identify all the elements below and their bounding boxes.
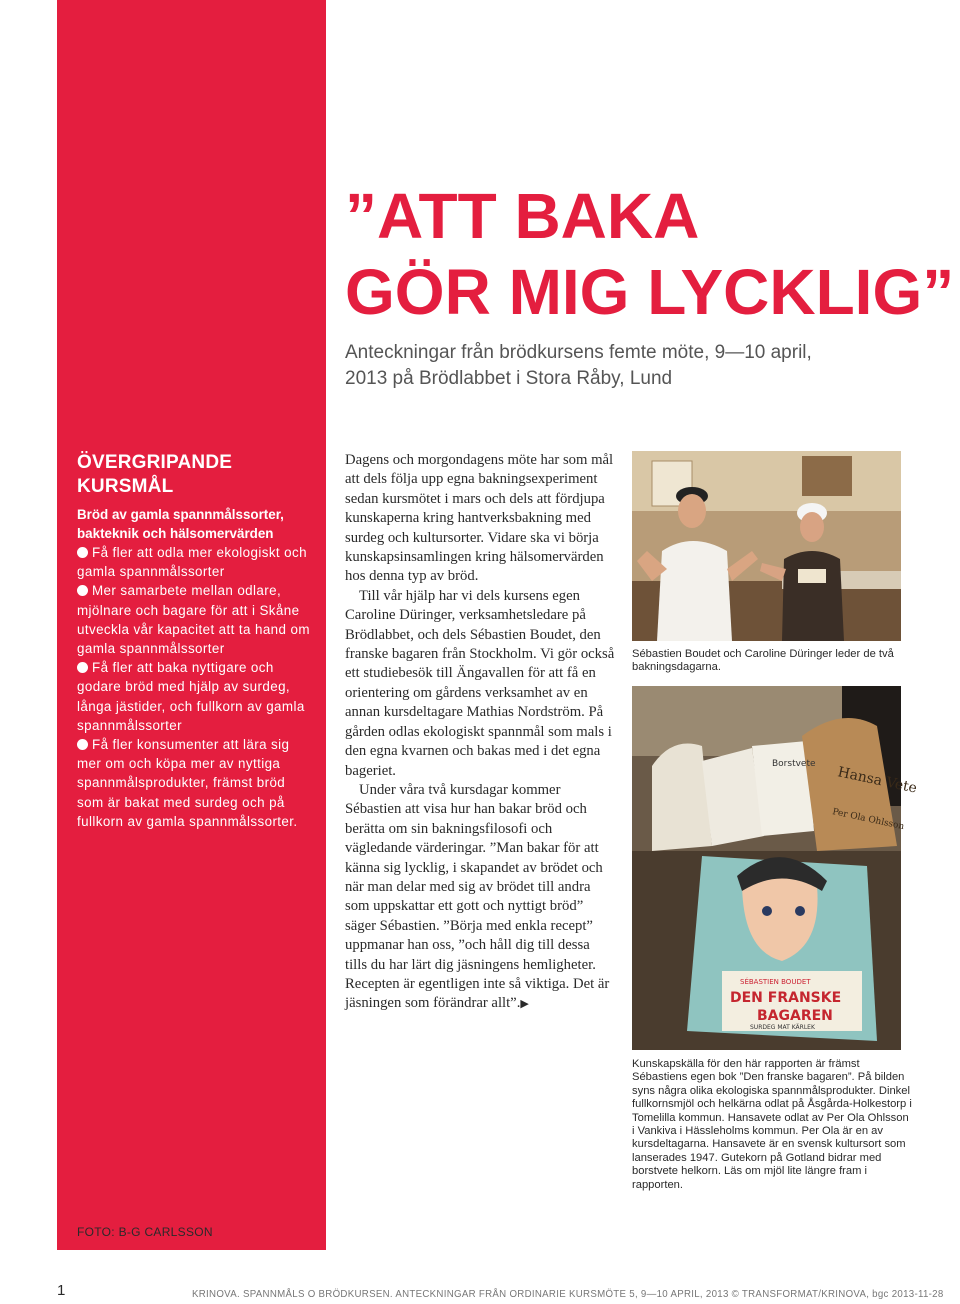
paragraph-1: Dagens och morgondagens möte har som mål att dels följa upp egna bakningsexperiment sedan kursmötet i mars och dels att fördjupa kunskaperna kring hantverksbakning med surdeg och kultursorter. Vidare ska vi börja kunskapsinsamlingen kring hälsomervärden hos denna typ av bröd. bbox=[345, 452, 614, 585]
goals-list bbox=[77, 543, 315, 831]
end-mark-icon: ▶ bbox=[520, 998, 529, 1011]
page-title bbox=[345, 178, 955, 330]
goals-lead bbox=[77, 505, 315, 543]
bullet-dot-icon bbox=[77, 739, 88, 750]
goal-item: Få fler konsumenter att lära sig mer om och köpa mer av nyttiga spannmålsprodukter, främst bröd som är bakat med surdeg och på fullkorn av gamla spannmålssorter. bbox=[77, 737, 298, 829]
bullet-dot-icon bbox=[77, 662, 88, 673]
bullet-dot-icon bbox=[77, 547, 88, 558]
course-goals-box bbox=[77, 451, 315, 831]
title-line-2: GÖR MIG LYCKLIG” bbox=[345, 256, 955, 328]
goals-heading: ÖVERGRIPANDE KURSMÅL bbox=[77, 452, 233, 497]
book-subtitle: SURDEG MAT KÄRLEK bbox=[750, 1024, 815, 1031]
goals-lead-line-1: Bröd av gamla spannmålssorter, bbox=[77, 507, 284, 522]
goal-item: Få fler att baka nyttigare och godare bröd med hjälp av surdeg, långa jästider, och fullkorn av gamla spannmålssorter bbox=[77, 660, 305, 733]
goal-item: Få fler att odla mer ekologiskt och gamla spannmålssorter bbox=[77, 545, 307, 580]
bakers-photo-illustration bbox=[632, 451, 901, 641]
goal-item: Mer samarbete mellan odlare, mjölnare och bagare för att i Skåne utveckla vår kapacitet att ta hand om gamla spannmålssorter bbox=[77, 583, 310, 657]
page-footer: KRINOVA. SPANNMÅLS O BRÖDKURSEN. ANTECKNINGAR FRÅN ORDINARIE KURSMÖTE 5, 9—10 APRIL, 2013 © TRANSFORMAT/KRINOVA, bgc 2013-11-28 bbox=[192, 1289, 944, 1300]
bag-label-borstvete: Borstvete bbox=[772, 759, 816, 769]
bag-label-hansa-sub: Per Ola Ohlsson bbox=[831, 807, 905, 833]
paragraph-2: Till vår hjälp har vi dels kursens egen Caroline Düringer, verksamhetsledare på Brödlabbet, och dels Sébastien Boudet, den franske bagaren från Stockholm. Vi gör också ett studiebesök till Ängavallen för att få en orientering om gårdens verksamhet av en annan kursdeltagare Mathias Nordström. På gården odlas ekologiskt spannmål som mals i den egna kvarnen och bakas med i det egna bageriet. bbox=[345, 587, 615, 779]
book-photo-caption: Kunskapskälla för den här rapporten är främst Sébastiens egen bok ”Den franske bagaren”. På bilden syns några olika ekologiska spannmålsprodukter. Dinkel fullkornsmjöl och helkärna odlat på Åsgårda-Holkestorp i Tomelilla kommun. Hansavete odlat av Per Ola Ohlsson i Vankiva i Hässleholms kommun. Per Ola är en av kursdeltagarna. Hansavete är en svensk kultursort som lanserades 1947. Gutekorn på Gotland bidrar med borstvete helkorn. Läs om mjöl lite längre fram i rapporten. bbox=[632, 1058, 912, 1191]
book-and-flour-illustration bbox=[632, 686, 919, 1050]
bakers-photo-caption: Sébastien Boudet och Caroline Düringer leder de två bakningsdagarna. bbox=[632, 648, 894, 674]
book-author: SÉBASTIEN BOUDET bbox=[740, 978, 811, 986]
subtitle-line-2: 2013 på Brödlabbet i Stora Råby, Lund bbox=[345, 368, 673, 389]
bag-label-hansa: Hansa Vete bbox=[836, 764, 919, 797]
bakers-photo bbox=[632, 451, 901, 641]
book-and-flour-photo bbox=[632, 686, 919, 1050]
bullet-dot-icon bbox=[77, 585, 88, 596]
article-body bbox=[345, 451, 615, 1015]
subtitle-line-1: Anteckningar från brödkursens femte möte, 9—10 april, bbox=[345, 342, 812, 363]
page-number: 1 bbox=[57, 1282, 66, 1299]
page-subtitle bbox=[345, 340, 905, 392]
paragraph-3: Under våra två kursdagar kommer Sébastien att visa hur han bakar bröd och berätta om sin bakningsfilosofi och vägledande värderingar. ”Man bakar för att känna sig lycklig, i skapandet av brödet och när man delar med sig av brödet till andra som uppskattar ett gott och nyttigt bröd” säger Sébastien. ”Börja med enkla recept” uppmanar han oss, ”och håll dig till dessa tills du har lärt dig jäsningens hemligheter. Recepten är egentligen inte så viktiga. Det är jäsningen som förändrar allt”.▶ bbox=[345, 781, 610, 1012]
photo-credit: FOTO: B-G CARLSSON bbox=[77, 1225, 213, 1239]
title-line-1: ”ATT BAKA bbox=[345, 180, 700, 252]
book-title-line-1: DEN FRANSKE bbox=[730, 990, 842, 1006]
goals-lead-line-2: bakteknik och hälsomervärden bbox=[77, 526, 274, 541]
book-title-line-2: BAGAREN bbox=[757, 1008, 833, 1024]
